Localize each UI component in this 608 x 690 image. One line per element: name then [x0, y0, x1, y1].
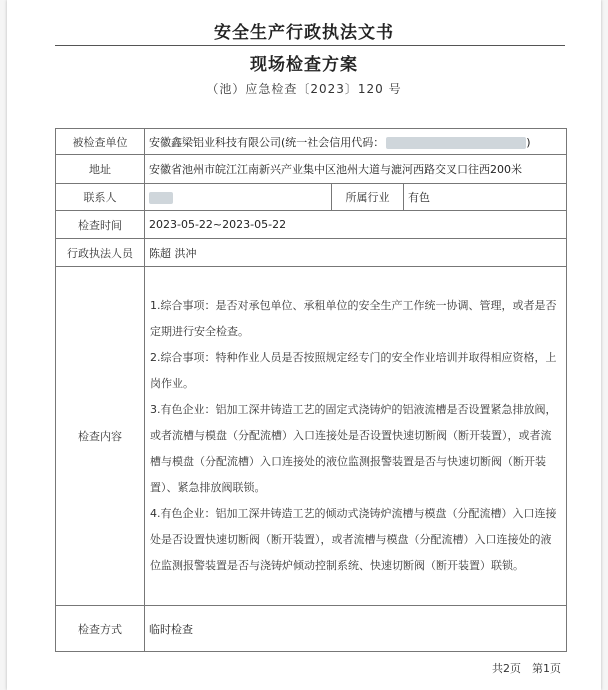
- redacted-credit-code: [386, 137, 526, 149]
- inspected-unit-value: [145, 129, 567, 155]
- row-address: [56, 155, 567, 184]
- inspection-time-label: 检查时间: [56, 211, 145, 239]
- row-method: [56, 606, 567, 652]
- content-item: 2.综合事项：特种作业人员是否按照规定经专门的安全作业培训并取得相应资格，上岗作业。: [150, 351, 557, 390]
- document-page: [7, 0, 601, 690]
- document-number: （池）应急检查〔2023〕120 号: [206, 82, 402, 96]
- page-indicator: 共2页 第1页: [492, 662, 561, 675]
- method-label: 检查方式: [56, 606, 145, 652]
- content-label: 检查内容: [56, 267, 145, 606]
- inspected-unit-prefix: 安徽鑫梁铝业科技有限公司(统一社会信用代码：: [149, 135, 385, 149]
- officers-value: 陈超 洪冲: [145, 239, 567, 267]
- document-subtitle: 现场检查方案: [250, 55, 358, 75]
- address-value: 安徽省池州市皖江江南新兴产业集中区池州大道与漉河西路交叉口往西200米: [145, 155, 567, 184]
- redacted-contact-name: [149, 192, 173, 204]
- content-item: 3.有色企业：铝加工深井铸造工艺的固定式浇铸炉的铝液流槽是否设置紧急排放阀，或者流槽与模盘（分配流槽）入口连接处是否设置快速切断阀（断开装置），或者流槽与模盘（分配流槽）入口连接处的液位监测报警装置是否与快速切断阀（断开装置）、紧急排放阀联锁。: [150, 403, 557, 494]
- row-contact: [56, 184, 567, 211]
- content-value: [145, 267, 567, 606]
- address-label: 地址: [56, 155, 145, 184]
- row-inspected-unit: [56, 129, 567, 155]
- industry-label: 所属行业: [332, 184, 404, 211]
- row-content: [56, 267, 567, 606]
- row-officers: [56, 239, 567, 267]
- content-item: 1.综合事项：是否对承包单位、承租单位的安全生产工作统一协调、管理，或者是否定期进行安全检查。: [150, 299, 557, 338]
- contact-value: [145, 184, 332, 211]
- inspected-unit-suffix: ): [526, 135, 531, 149]
- method-value: 临时检查: [145, 606, 567, 652]
- title-divider: [55, 45, 565, 46]
- inspection-form-table: [55, 128, 567, 652]
- content-item: 4.有色企业：铝加工深井铸造工艺的倾动式浇铸炉流槽与模盘（分配流槽）入口连接处是否设置快速切断阀（断开装置），或者流槽与模盘（分配流槽）入口连接处的液位监测报警装置是否与浇铸炉倾动控制系统、快速切断阀（断开装置）联锁。: [150, 507, 557, 572]
- officers-label: 行政执法人员: [56, 239, 145, 267]
- contact-label: 联系人: [56, 184, 145, 211]
- inspection-time-value: 2023-05-22~2023-05-22: [145, 211, 567, 239]
- row-inspection-time: [56, 211, 567, 239]
- inspected-unit-label: 被检查单位: [56, 129, 145, 155]
- document-title: 安全生产行政执法文书: [214, 23, 394, 43]
- industry-value: 有色: [404, 184, 567, 211]
